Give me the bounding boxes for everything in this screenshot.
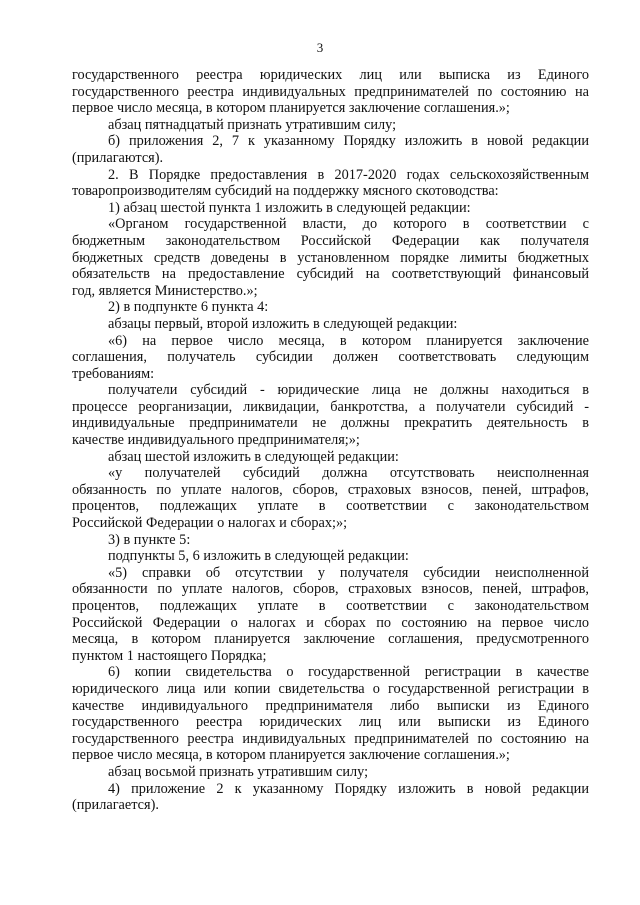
text-line: абзац шестой изложить в следующей редакции:	[108, 448, 399, 465]
text-line: «Органом государственной власти, до которого в соответствии с	[108, 216, 589, 233]
text-line: «5) справки об отсутствии у получателя субсидии неисполненной	[108, 564, 589, 581]
text-line: получатели субсидий - юридические лица не должны находиться в	[108, 382, 589, 399]
page-number: 3	[316, 40, 324, 55]
text-line: обязанности по уплате налогов, сборов, страховых взносов, пеней, штрафов,	[72, 581, 589, 598]
text-line: (прилагается).	[72, 797, 159, 814]
text-line: год, является Министерство.»;	[72, 282, 258, 299]
text-line: 4) приложение 2 к указанному Порядку изложить в новой редакции	[108, 780, 589, 797]
text-line: подпункты 5, 6 изложить в следующей редакции:	[108, 548, 409, 565]
text-line: юридического лица или копии свидетельства о государственной регистрации в	[72, 680, 589, 697]
text-line: Российской Федерации о налогах и сборах;»;	[72, 515, 348, 532]
text-line: «у получателей субсидий должна отсутствовать неисполненная	[108, 465, 589, 482]
text-line: 1) абзац шестой пункта 1 изложить в следующей редакции:	[108, 199, 471, 216]
text-line: «6) на первое число месяца, в котором планируется заключение	[108, 332, 589, 349]
text-line: качестве индивидуального предпринимателя либо выписки из Единого	[72, 697, 589, 714]
text-line: 2. В Порядке предоставления в 2017-2020 годах сельскохозяйственным	[108, 166, 589, 183]
text-line: 6) копии свидетельства о государственной регистрации в качестве	[108, 664, 589, 681]
text-line: требованиям:	[72, 365, 155, 382]
text-line: качестве индивидуального предпринимателя;»;	[72, 432, 360, 449]
text-line: месяца, в котором планируется заключение соглашения, предусмотренного	[72, 631, 589, 648]
text-line: пунктом 1 настоящего Порядка;	[72, 647, 267, 664]
text-line: бюджетных средств доведены в установленном порядке лимиты бюджетных	[72, 249, 589, 266]
text-line: процессе реорганизации, ликвидации, банкротства, а получатели субсидий -	[72, 398, 589, 415]
text-line: соглашения, получатель субсидии должен соответствовать следующим	[72, 349, 589, 366]
text-line: бюджетным законодательством Российской Федерации как получателя	[72, 232, 589, 249]
text-line: процентов, подлежащих уплате в соответствии с законодательством	[72, 598, 589, 614]
text-line: процентов, подлежащих уплате в соответствии с законодательством	[72, 498, 589, 515]
text-line: первое число месяца, в котором планируется заключение соглашения.»;	[72, 747, 510, 764]
document-body	[72, 67, 589, 814]
text-line: (прилагаются).	[72, 149, 164, 166]
text-line: товаропроизводителям субсидий на поддержку мясного скотоводства:	[72, 183, 499, 200]
text-line: 2) в подпункте 6 пункта 4:	[108, 299, 269, 316]
text-line: обязанность по уплате налогов, сборов, страховых взносов, пеней, штрафов,	[72, 481, 589, 498]
text-line: абзац восьмой признать утратившим силу;	[108, 763, 369, 780]
text-line: государственного реестра юридических лиц или выписка из Единого	[72, 67, 589, 83]
text-line: государственного реестра индивидуальных предпринимателей по состоянию на	[72, 83, 589, 100]
text-line: первое число месяца, в котором планируется заключение соглашения.»;	[72, 100, 510, 117]
text-line: абзацы первый, второй изложить в следующей редакции:	[108, 315, 458, 332]
text-line: государственного реестра юридических лиц или выписки из Единого	[72, 714, 589, 731]
text-line: государственного реестра индивидуальных предпринимателей по состоянию на	[72, 730, 589, 747]
text-line: б) приложения 2, 7 к указанному Порядку изложить в новой редакции	[108, 133, 589, 150]
text-line: Российской Федерации о налогах и сборах по состоянию на первое число	[72, 614, 589, 631]
text-line: 3) в пункте 5:	[108, 531, 191, 548]
text-line: абзац пятнадцатый признать утратившим силу;	[108, 116, 397, 133]
text-line: индивидуальные предприниматели не должны прекратить деятельность в	[72, 415, 589, 432]
text-line: обязательств на предоставление субсидий на соответствующий финансовый	[72, 266, 589, 283]
